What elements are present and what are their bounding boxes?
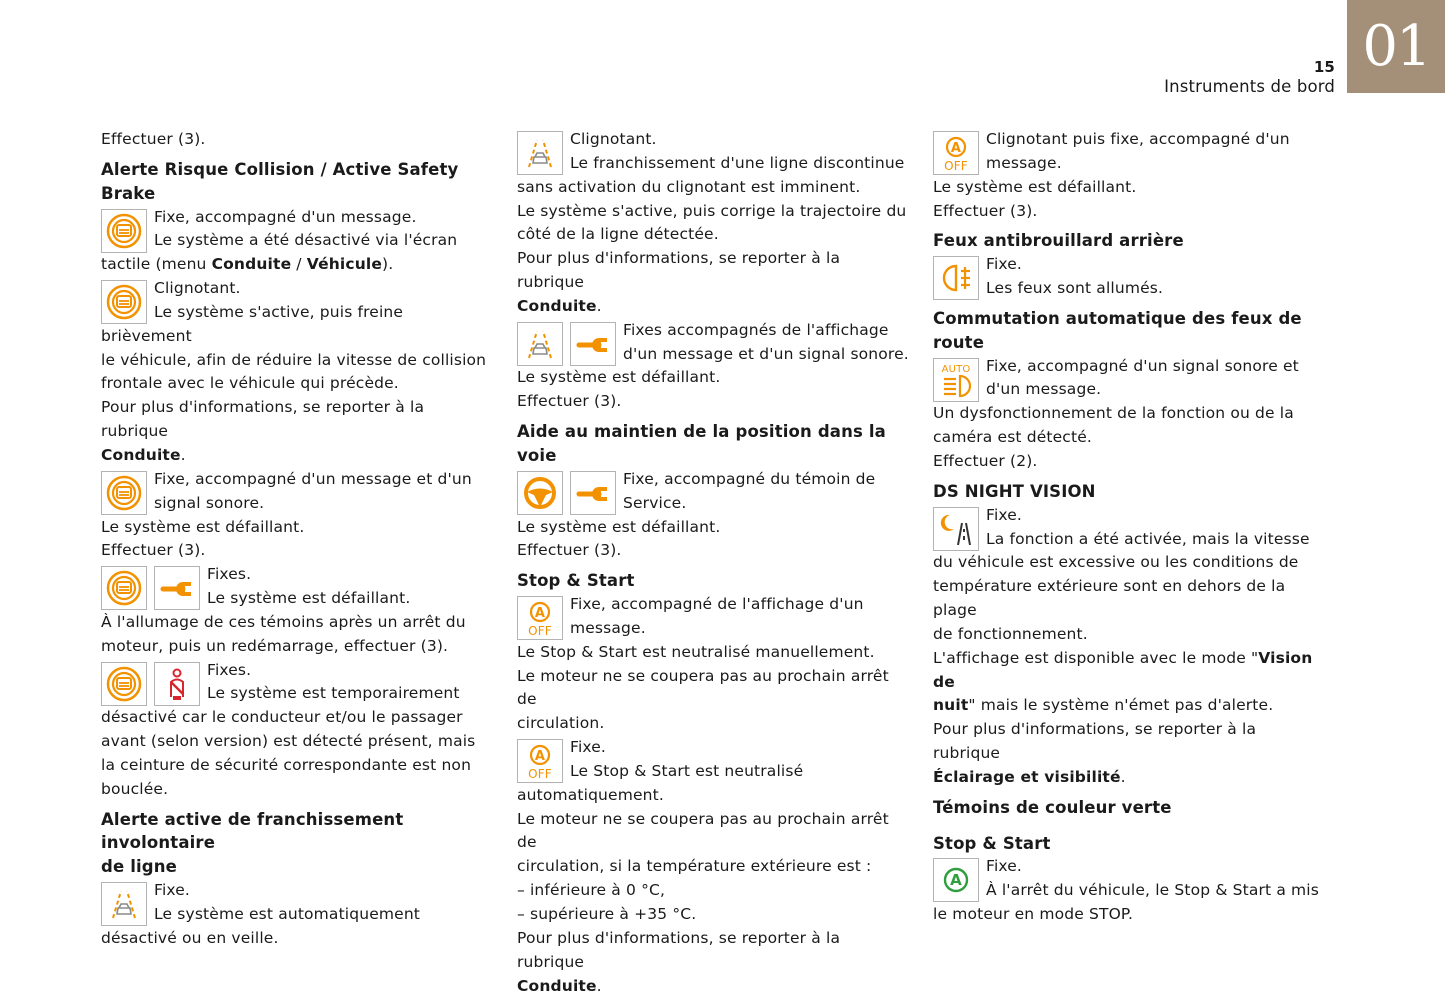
text-line: message. xyxy=(986,153,1062,172)
text-line: Fixes accompagnés de l'affichage xyxy=(623,320,889,339)
collision-alert-icon xyxy=(101,662,147,706)
text-line: Conduite. xyxy=(101,445,186,464)
text-line: sans activation du clignotant est imminent. xyxy=(517,177,861,196)
text-line: Conduite. xyxy=(517,296,602,315)
text-line: Effectuer (3). xyxy=(933,201,1038,220)
text-line: Le Stop & Start est neutralisé xyxy=(570,761,804,780)
text-line: Le système a été désactivé via l'écran xyxy=(154,231,458,250)
text-line: Clignotant puis fixe, accompagné d'un xyxy=(986,130,1290,148)
lane-departure-icon xyxy=(517,131,563,175)
heading-green-lights: Témoins de couleur verte xyxy=(933,797,1172,817)
text-line: circulation, si la température extérieure est : xyxy=(517,857,872,876)
text-line: le véhicule, afin de réduire la vitesse de collision xyxy=(101,350,487,369)
text-line: La fonction a été activée, mais la vitesse xyxy=(986,529,1310,548)
heading-night-vision: DS NIGHT VISION xyxy=(933,481,1096,501)
icon-group xyxy=(933,256,979,300)
text-line: Les feux sont allumés. xyxy=(986,279,1164,298)
text-line: Clignotant. xyxy=(570,130,657,148)
text-line: Service. xyxy=(623,493,687,512)
seatbelt-icon xyxy=(154,662,200,706)
text-line: Le moteur ne se coupera pas au prochain arrêt de xyxy=(517,809,889,852)
svg-text:A: A xyxy=(950,871,962,890)
icon-group xyxy=(101,882,147,926)
collision-alert-icon xyxy=(101,209,147,253)
text-line: la ceinture de sécurité correspondante est non xyxy=(101,755,472,774)
text-line: d'un message. xyxy=(986,380,1102,399)
wrench-icon xyxy=(154,566,200,610)
text-line: Fixes. xyxy=(207,660,252,679)
page-number: 15 xyxy=(1313,58,1335,76)
heading-auto-high-beam: Commutation automatique des feux de route xyxy=(933,308,1302,352)
steering-wheel-icon xyxy=(517,471,563,515)
text-line: Fixe, accompagné d'un message et d'un xyxy=(154,469,472,488)
stop-start-active-icon xyxy=(933,858,979,902)
column-2 xyxy=(517,128,912,998)
heading-rear-fog: Feux antibrouillard arrière xyxy=(933,231,1184,251)
text-line: Le système est défaillant. xyxy=(101,517,305,536)
text-line: message. xyxy=(570,618,646,637)
text-line: Pour plus d'informations, se reporter à la rubrique xyxy=(517,249,841,292)
text-line: nuit" mais le système n'émet pas d'alerte. xyxy=(933,696,1274,715)
text-line: Éclairage et visibilité. xyxy=(933,767,1126,786)
stop-start-off-icon xyxy=(933,131,979,175)
text-line: Fixe, accompagné du témoin de xyxy=(623,469,876,488)
text-line: d'un message et d'un signal sonore. xyxy=(623,344,909,363)
lane-departure-icon xyxy=(101,882,147,926)
icon-group xyxy=(101,471,147,515)
night-vision-icon xyxy=(933,507,979,551)
text-line: Le système est défaillant. xyxy=(933,177,1137,196)
text-line: signal sonore. xyxy=(154,493,265,512)
icon-group xyxy=(517,471,616,515)
icon-group xyxy=(933,507,979,551)
text-line: frontale avec le véhicule qui précède. xyxy=(101,374,399,393)
svg-text:OFF: OFF xyxy=(528,624,552,639)
text-line: Le système s'active, puis freine brièvement xyxy=(101,302,404,345)
text-line: température extérieure sont en dehors de la plage xyxy=(933,577,1286,620)
text-line: Pour plus d'informations, se reporter à la rubrique xyxy=(517,928,841,971)
text-line: bouclée. xyxy=(101,779,169,798)
heading-lane-keeping: Aide au maintien de la position dans la voie xyxy=(517,422,886,465)
collision-alert-icon xyxy=(101,280,147,324)
text-line: Le franchissement d'une ligne discontinue xyxy=(570,153,905,172)
icon-group xyxy=(517,131,563,175)
stop-start-off-icon xyxy=(517,739,563,783)
svg-text:OFF: OFF xyxy=(944,159,968,173)
text-line: Le système est automatiquement xyxy=(154,905,421,923)
collision-alert-icon xyxy=(101,566,147,610)
text-line: côté de la ligne détectée. xyxy=(517,225,719,244)
text-line: Fixe. xyxy=(570,738,607,757)
text-line: circulation. xyxy=(517,714,605,733)
text-line: Le système est temporairement xyxy=(207,684,460,703)
text-line: Pour plus d'informations, se reporter à la rubrique xyxy=(933,720,1257,763)
text-line: Fixes. xyxy=(207,565,252,584)
text-line: Fixe. xyxy=(986,255,1023,274)
icon-group xyxy=(101,280,147,324)
text-line: Conduite. xyxy=(517,976,602,995)
icon-group xyxy=(101,566,200,610)
text-line: Fixe, accompagné de l'affichage d'un xyxy=(570,595,864,614)
text-line: Effectuer (3). xyxy=(517,541,622,560)
heading-stop-start: Stop & Start xyxy=(517,571,635,591)
svg-text:A: A xyxy=(950,141,962,156)
text-line: Le Stop & Start est neutralisé manuellement. xyxy=(517,642,875,661)
icon-group xyxy=(517,596,563,640)
text-line: de fonctionnement. xyxy=(933,624,1088,643)
auto-high-beam-icon xyxy=(933,358,979,402)
text-line: Fixe. xyxy=(986,505,1023,524)
svg-text:OFF: OFF xyxy=(528,767,552,782)
text-line: Un dysfonctionnement de la fonction ou de la xyxy=(933,404,1294,423)
text-line: Le moteur ne se coupera pas au prochain arrêt de xyxy=(517,666,889,709)
icon-group xyxy=(101,209,147,253)
text-line: À l'allumage de ces témoins après un arrêt du xyxy=(101,612,466,631)
text-line: Le système est défaillant. xyxy=(517,368,721,387)
text-line: Le système s'active, puis corrige la trajectoire du xyxy=(517,201,907,220)
text-line: Fixe. xyxy=(154,881,191,900)
heading-lane-alert-2: de ligne xyxy=(101,857,178,877)
icon-group xyxy=(517,739,563,783)
list-item: – inférieure à 0 °C, xyxy=(517,881,666,900)
icon-group xyxy=(933,858,979,902)
text-line: Effectuer (2). xyxy=(933,451,1038,470)
icon-group xyxy=(933,358,979,402)
text-line: Effectuer (3). xyxy=(517,392,622,411)
text-line: désactivé car le conducteur et/ou le passager xyxy=(101,708,463,727)
column-1 xyxy=(101,128,496,951)
svg-text:A: A xyxy=(534,749,546,765)
heading-lane-alert: Alerte active de franchissement involontaire xyxy=(101,809,404,853)
text-line: À l'arrêt du véhicule, le Stop & Start a mis xyxy=(986,881,1319,900)
text-line: automatiquement. xyxy=(517,785,664,804)
section-title: Instruments de bord xyxy=(1164,77,1335,96)
text-line: du véhicule est excessive ou les conditions de xyxy=(933,553,1299,572)
heading-collision: Alerte Risque Collision / Active Safety Brake xyxy=(101,159,459,203)
svg-text:AUTO: AUTO xyxy=(941,363,971,375)
text-line: Pour plus d'informations, se reporter à la rubrique xyxy=(101,398,425,441)
chapter-tab: 01 xyxy=(1347,0,1445,93)
stop-start-off-icon xyxy=(517,596,563,640)
icon-group xyxy=(517,322,616,366)
heading-stop-start-green: Stop & Start xyxy=(933,833,1051,853)
text-line: caméra est détecté. xyxy=(933,428,1092,447)
text-line: moteur, puis un redémarrage, effectuer (3). xyxy=(101,636,449,655)
text-line: tactile (menu Conduite / Véhicule). xyxy=(101,255,394,274)
collision-alert-icon xyxy=(101,471,147,515)
rear-fog-light-icon xyxy=(933,256,979,300)
text-line: L'affichage est disponible avec le mode "Vision de xyxy=(933,648,1313,691)
text-line: Fixe, accompagné d'un message. xyxy=(154,207,417,226)
list-item: – supérieure à +35 °C. xyxy=(517,905,697,923)
text-line: Fixe, accompagné d'un signal sonore et xyxy=(986,356,1299,375)
text-line: le moteur en mode STOP. xyxy=(933,905,1134,924)
text-line: désactivé ou en veille. xyxy=(101,928,279,947)
svg-text:A: A xyxy=(534,606,546,622)
text-line: Fixe. xyxy=(986,857,1023,876)
text-line: Effectuer (3). xyxy=(101,541,206,560)
icon-group xyxy=(101,662,200,706)
text-line: Clignotant. xyxy=(154,279,241,298)
paragraph: Effectuer (3). xyxy=(101,130,206,148)
icon-group xyxy=(933,131,979,175)
text-line: avant (selon version) est détecté présent, mais xyxy=(101,732,476,751)
wrench-icon xyxy=(570,471,616,515)
text-line: Le système est défaillant. xyxy=(207,589,411,608)
lane-departure-icon xyxy=(517,322,563,366)
wrench-icon xyxy=(570,322,616,366)
text-line: Le système est défaillant. xyxy=(517,517,721,536)
column-3 xyxy=(933,128,1328,927)
